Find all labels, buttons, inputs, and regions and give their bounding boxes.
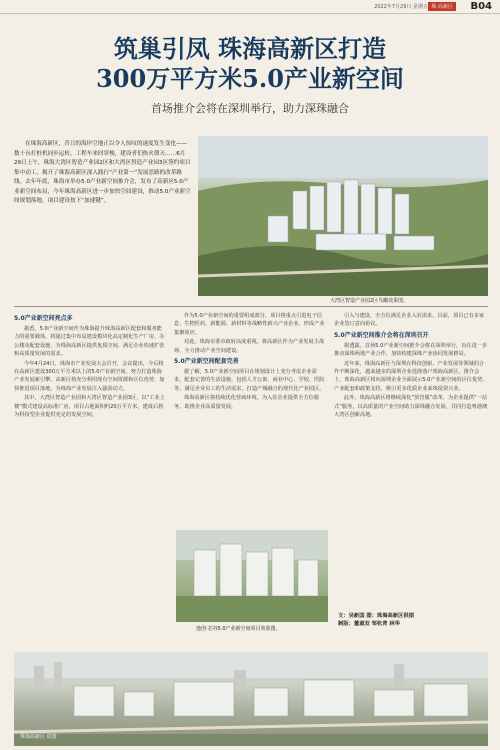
headline — [0, 34, 500, 94]
headline-line-2: 300万平方米5.0产业新空间 — [96, 64, 404, 93]
paragraph: 今年4月24日，珠海市产业发展大会召开，会议提出，今后将在高新区建设300万平方米以上的5.0产业新空间，努力打造珠海产业发展新引擎。高新区将充分利用现有空间资源和区位优势，加快推进项目落地，为珠海产业发展注入强劲动力。 — [14, 360, 165, 392]
subtitle: 首场推介会将在深圳举行，助力深珠融合 — [151, 102, 349, 115]
section-tag: 珠·高新区 — [428, 2, 456, 11]
photo-caption-2: 他创·芯谷5.0产业新空间项目效果图。 — [196, 626, 281, 632]
building-complex-render-image — [176, 530, 328, 622]
complex-render-svg — [176, 530, 328, 622]
issue-date: 2022年7月29日 星期五 — [374, 4, 428, 10]
paragraph: 据透露，首场5.0产业新空间推介会将在深圳举行，旨在进一步推动深珠两地产业合作，加快构建深珠产业协同发展格局。 — [334, 342, 488, 358]
page-number: B04 — [470, 1, 492, 12]
photo-caption-1: 大湾区智造产业园2区鸟瞰效果图。 — [330, 298, 409, 304]
section-heading-1: 5.0产业新空间亮点多 — [14, 315, 73, 322]
headline-line-1: 筑巢引凤 珠海高新区打造 — [113, 34, 387, 63]
section-heading-3: 5.0产业新空间推介会将在深圳召开 — [334, 331, 429, 339]
paragraph: 据悉，5.0产业新空间作为珠海提升珠海高新区配套和服务能力的重要载体，将通过集中布局建设模块化高定制化生产厂房、办公楼及配套设施，为珠海高新区提供优质空间，满足企业快速扩张和高质量发展的需求。 — [14, 326, 165, 358]
layout-credit: 制版：董淑双 邹杭青 林华 — [338, 621, 400, 627]
section-heading-2: 5.0产业新空间配套完善 — [174, 358, 239, 366]
city-aerial-panorama-image — [14, 652, 488, 746]
paragraph: 近年来，珠海高新区与深圳在科技创新、产业发展等领域的合作不断深化，越来越多的深圳企业选择落户珠海高新区。推介会上，珠海高新区将向深圳企业全面展示5.0产业新空间的区位优势、产业配套和政策支持，吸引更多优质企业来珠投资兴业。 — [334, 360, 488, 392]
paragraph: 据了解，5.0产业新空间项目在规划设计上充分考虑企业需求，配套完善的生活设施，包括人才公寓、商业中心、学校、医院等，满足企业员工的生活需求，打造产城融合的现代化产业园区。 — [174, 369, 325, 392]
paragraph: 珠海高新区将持续优化营商环境，为入驻企业提供全方位服务，助推企业高质量发展。 — [174, 395, 319, 410]
paragraph: 作为5.0产业新空间的重要组成部分，项目将重点引进电子信息、生物医药、新能源、新材料等战略性新兴产业企业，形成产业集聚效应。 — [174, 313, 325, 336]
paragraph: 此外，珠海高新区将继续深化“放管服”改革，为企业提供“一站式”服务，以高质量的产业空间助力深珠融合发展，共同打造粤港澳大湾区创新高地。 — [334, 395, 488, 419]
byline — [338, 612, 414, 628]
lead-paragraph: 在珠海高新区，昔日的海岸空地正以令人惊叹的速度发生变化——数十台打桩机同步运转，工程车来回穿梭，建设者们热火朝天……6月29日上午，珠海大湾区智造产业园2区和大湾区智造产业园3区签约项目集中动工，揭开了珠海高新区深入践行“产业第一”发展思路的改革路线。去年年底，珠海市举办5.0产业新空间推介会，发布了高新区5.0产业新空间布局，今年珠海高新区进一步加快空间建设，推动5.0产业新空间规划落地，项目建设按下“加速键”。 — [14, 141, 191, 204]
paragraph: 引入与建设，全方位满足企业入驻需求。目前，项目已有多家企业签订意向协议。 — [334, 313, 485, 328]
aerial-industrial-park-image — [198, 136, 488, 296]
top-bar — [0, 0, 500, 14]
photo-credit: 珠海高新区 供图 — [20, 734, 57, 740]
article-column-2 — [174, 312, 326, 537]
section-divider — [14, 306, 488, 307]
paragraph: 其中，大湾区智造产业园和大湾区智造产业园3区，以“工业上楼”模式建设高标准厂房，项目占地面积约20万平方米，建成后将为科技型企业提供充足的发展空间。 — [14, 395, 165, 419]
article-column-3 — [334, 312, 488, 642]
panorama-svg — [14, 652, 488, 746]
paragraph: 对此，珠海市委市政府高度重视，将高新区作为产业发展主战场，全力推动产业空间建设。 — [174, 339, 325, 354]
author-credit: 文：吴新国 图：珠海高新区供图 — [338, 613, 415, 619]
park-render-svg — [198, 136, 488, 296]
article-column-1 — [14, 312, 166, 642]
